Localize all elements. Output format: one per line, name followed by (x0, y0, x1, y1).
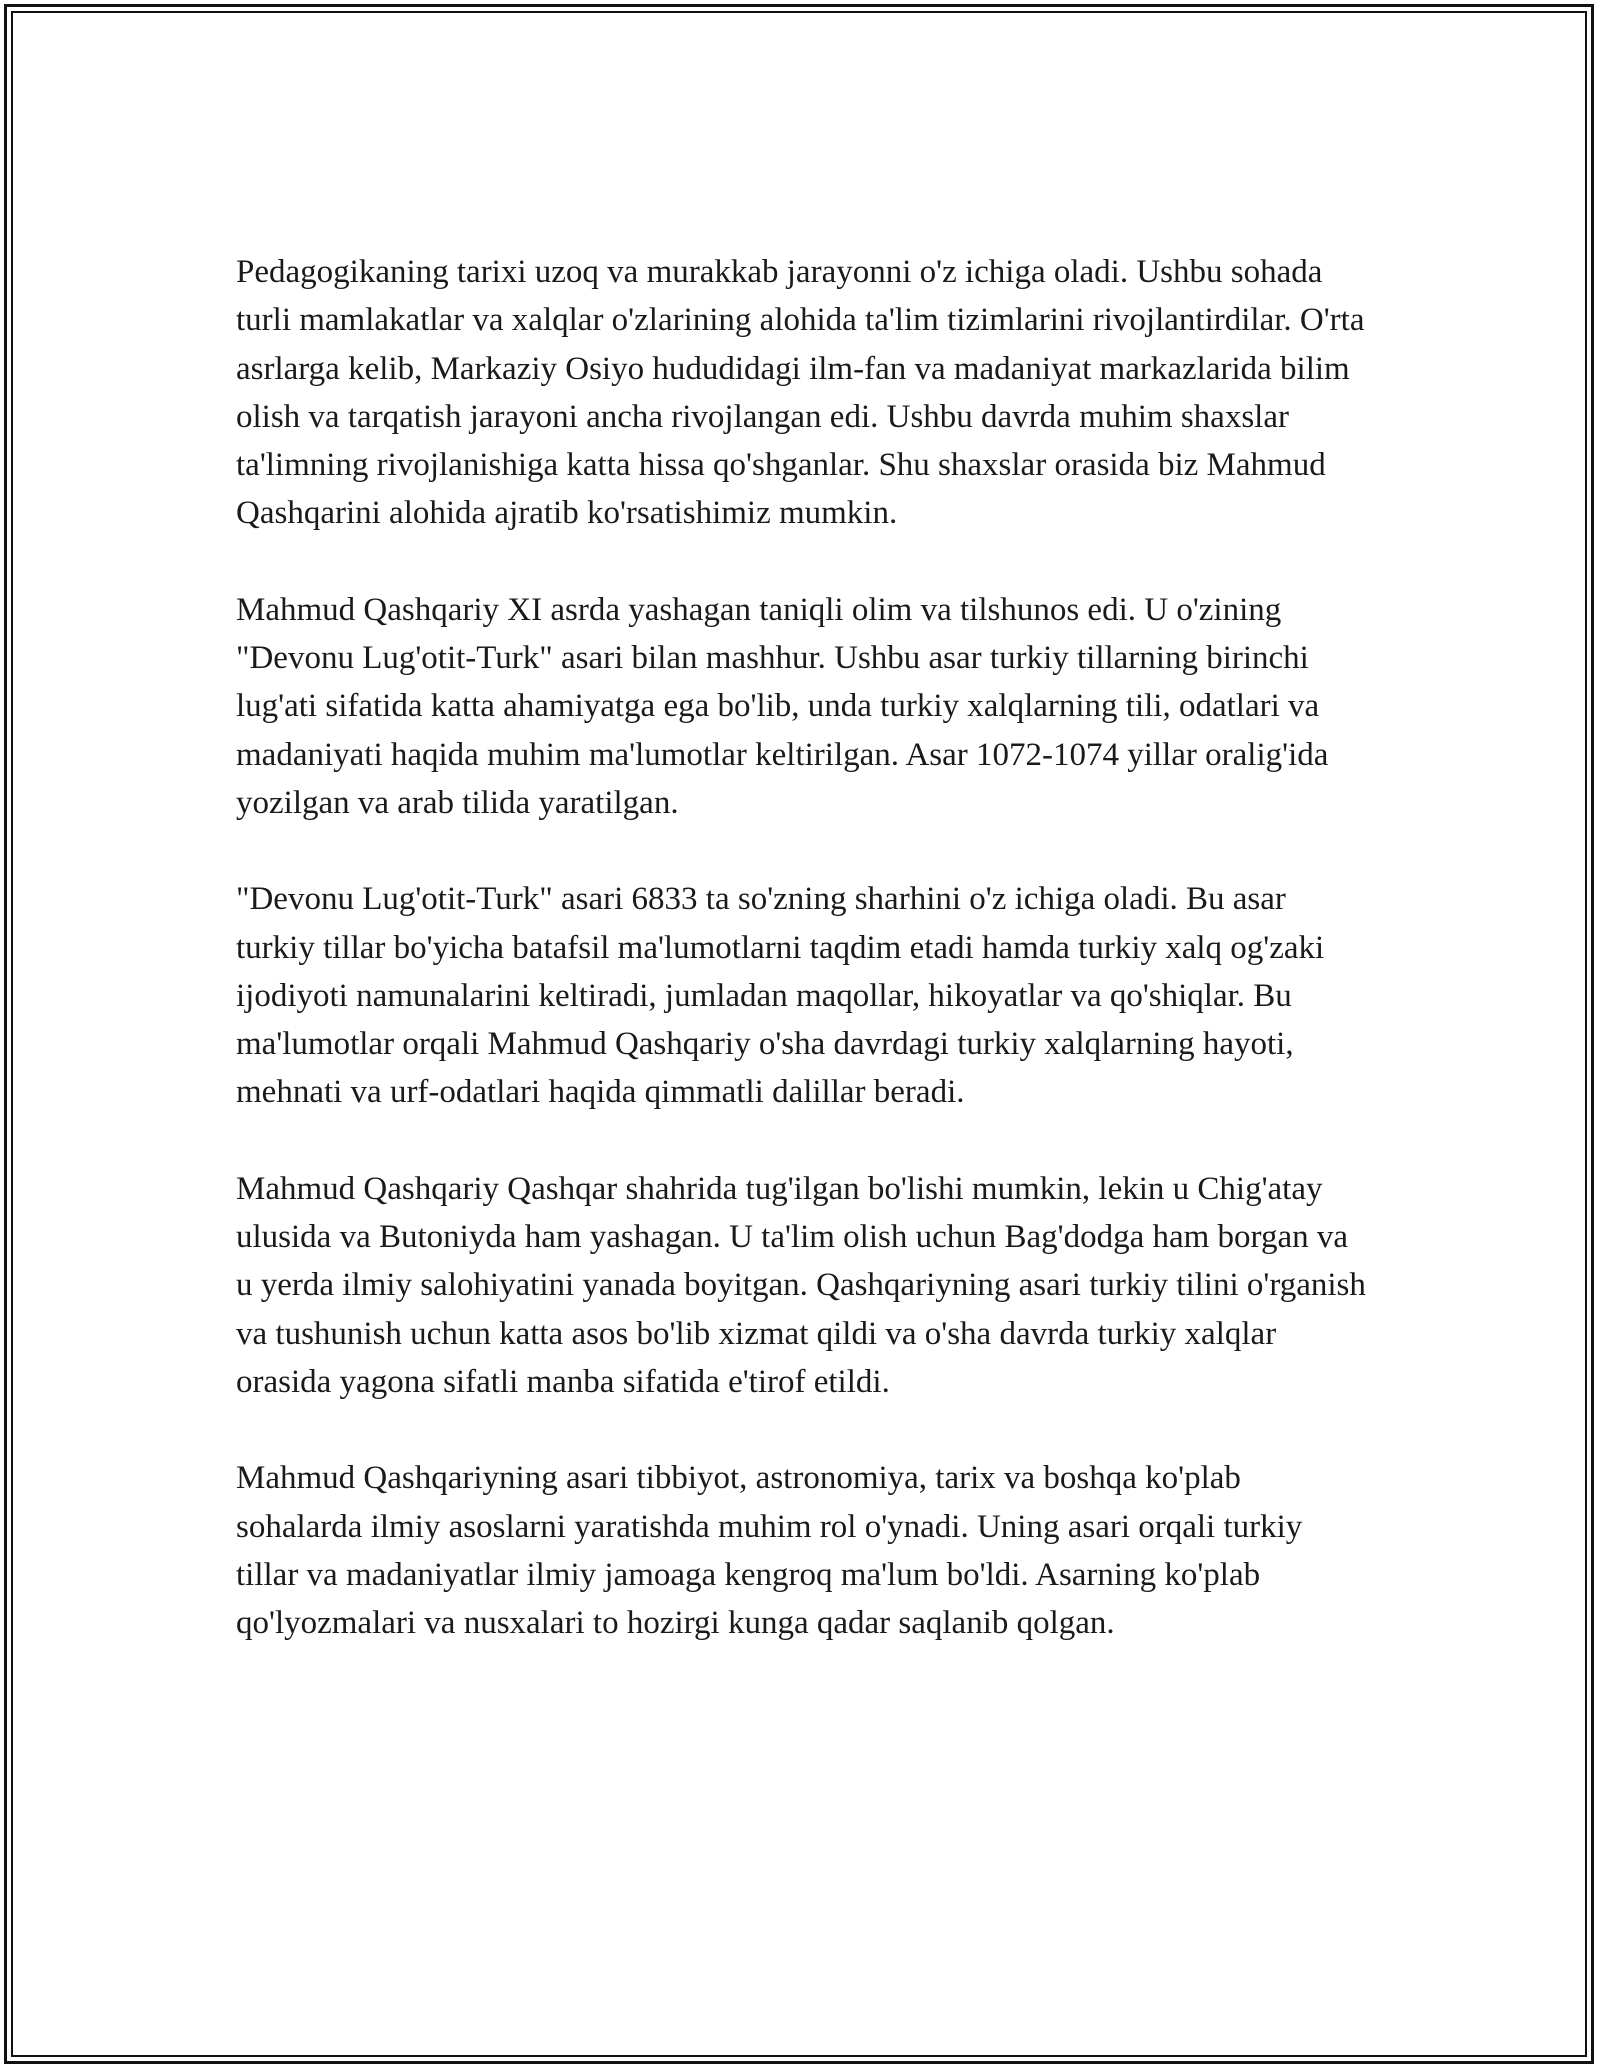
paragraph-1: Pedagogikaning tarixi uzoq va murakkab jarayonni o'z ichiga oladi. Ushbu sohada turli mamlakatlar va xalqlar o'zlarining alohida ta'lim tizimlarini rivojlantirdilar. O'rta asrlarga kelib, Markaziy Osiyo hududidagi ilm-fan va madaniyat markazlarida bilim olish va tarqatish jarayoni ancha rivojlangan edi. Ushbu davrda muhim shaxslar ta'limning rivojlanishiga katta hissa qo'shganlar. Shu shaxslar orasida biz Mahmud Qashqarini alohida ajratib ko'rsatishimiz mumkin. (236, 254, 1365, 532)
paragraph-4: Mahmud Qashqariy Qashqar shahrida tug'ilgan bo'lishi mumkin, lekin u Chig'atay ulusida va Butoniyda ham yashagan. U ta'lim olish uchun Bag'dodga ham borgan va u yerda ilmiy salohiyatini yanada boyitgan. Qashqariyning asari turkiy tilini o'rganish va tushunish uchun katta asos bo'lib xizmat qildi va o'sha davrda turkiy xalqlar orasida yagona sifatli manba sifatida e'tirof etildi. (236, 1170, 1366, 1400)
paragraph-5: Mahmud Qashqariyning asari tibbiyot, astronomiya, tarix va boshqa ko'plab sohalarda ilmiy asoslarni yaratishda muhim rol o'ynadi. Uning asari orqali turkiy tillar va madaniyatlar ilmiy jamoaga kengroq ma'lum bo'ldi. Asarning ko'plab qo'lyozmalari va nusxalari to hozirgi kunga qadar saqlanib qolgan. (236, 1460, 1303, 1642)
document-body (236, 248, 1366, 1647)
paragraph-2: Mahmud Qashqariy XI asrda yashagan taniqli olim va tilshunos edi. U o'zining "Devonu Lug'otit-Turk" asari bilan mashhur. Ushbu asar turkiy tillarning birinchi lug'ati sifatida katta ahamiyatga ega bo'lib, unda turkiy xalqlarning tili, odatlari va madaniyati haqida muhim ma'lumotlar keltirilgan. Asar 1072-1074 yillar oralig'ida yozilgan va arab tilida yaratilgan. (236, 591, 1329, 821)
paragraph-3: "Devonu Lug'otit-Turk" asari 6833 ta so'zning sharhini o'z ichiga oladi. Bu asar turkiy tillar bo'yicha batafsil ma'lumotlarni taqdim etadi hamda turkiy xalq og'zaki ijodiyoti namunalarini keltiradi, jumladan maqollar, hikoyatlar va qo'shiqlar. Bu ma'lumotlar orqali Mahmud Qashqariy o'sha davrdagi turkiy xalqlarning hayoti, mehnati va urf-odatlari haqida qimmatli dalillar beradi. (236, 881, 1325, 1111)
